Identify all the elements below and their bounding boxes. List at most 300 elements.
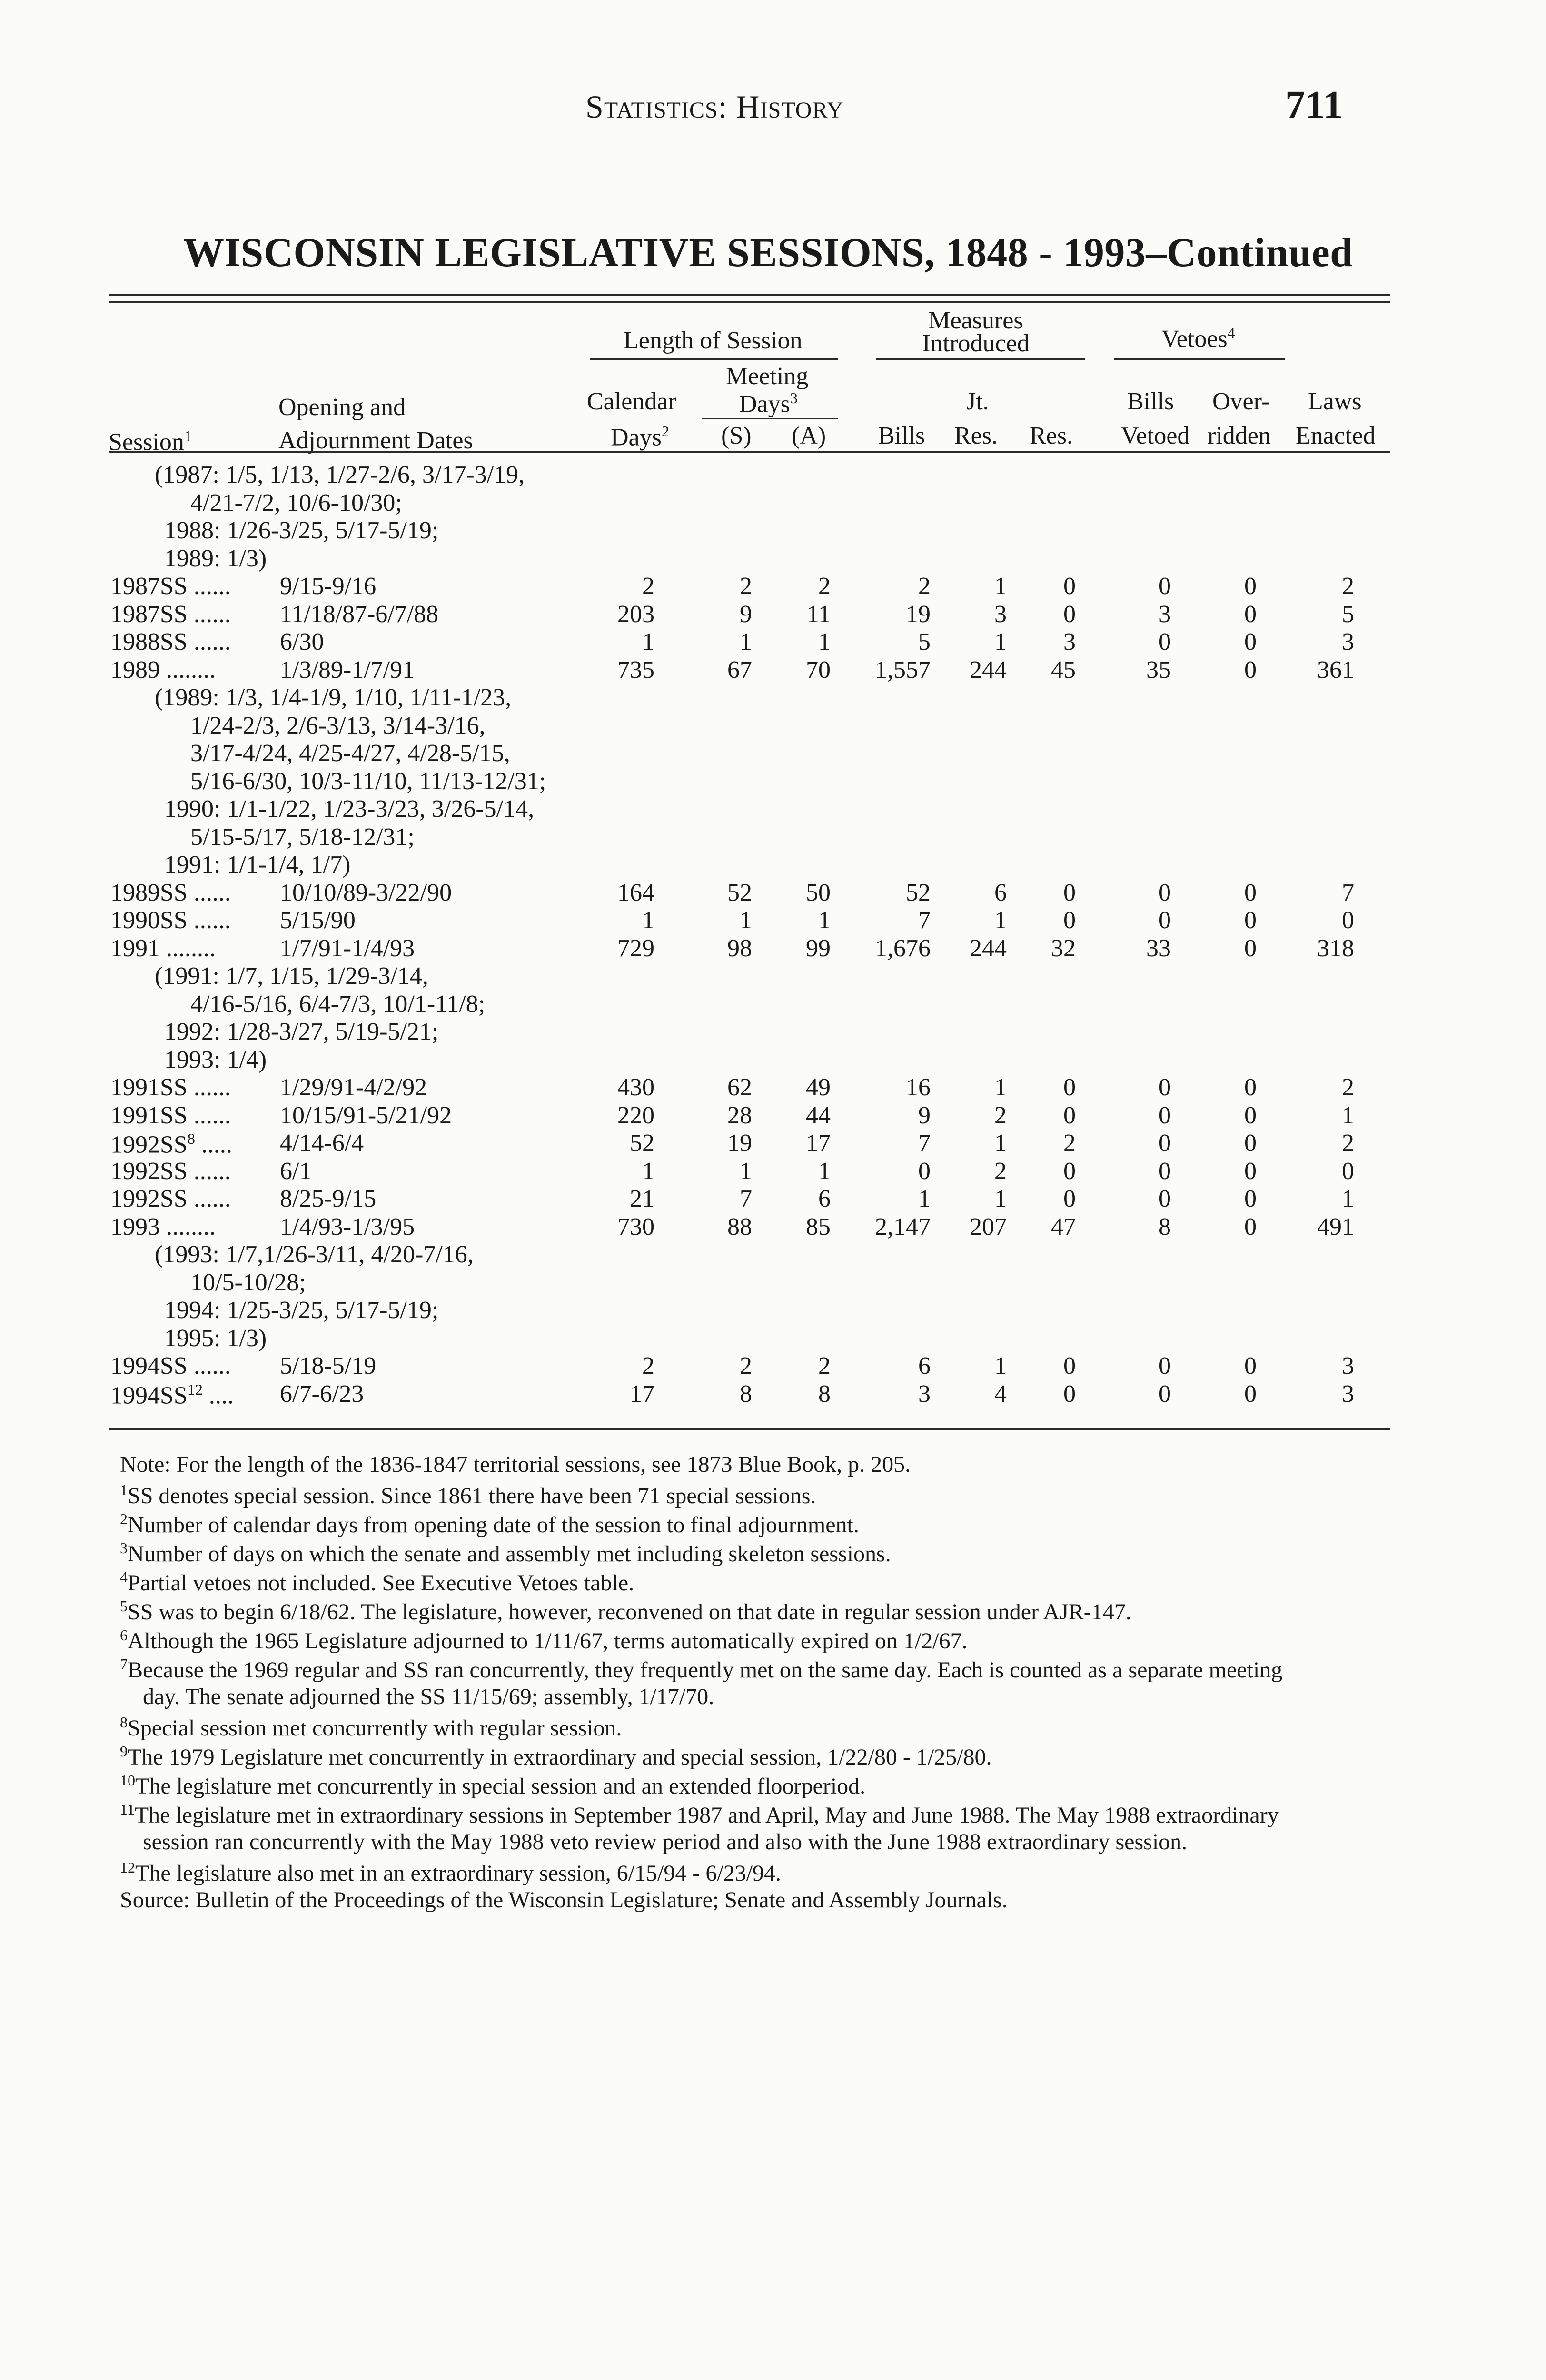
cell-jt: 1 xyxy=(994,573,1007,600)
cell-over: 0 xyxy=(1244,628,1257,655)
session-name: 1991 xyxy=(110,934,160,962)
cell-res: 0 xyxy=(1063,1380,1076,1408)
laws-label-1: Laws xyxy=(1308,388,1362,415)
session-name: 1991SS xyxy=(110,1101,188,1129)
cell-over: 0 xyxy=(1244,573,1257,600)
session-name: 1994SS xyxy=(110,1381,188,1409)
cell-over: 0 xyxy=(1244,1380,1257,1408)
cell-vetoed: 0 xyxy=(1159,1380,1171,1408)
session-name: 1987SS xyxy=(110,600,188,628)
cell-laws: 0 xyxy=(1342,907,1354,934)
cell-a: 49 xyxy=(806,1074,831,1101)
group-measures-rule xyxy=(876,358,1085,360)
footnote xyxy=(120,1511,859,1537)
footnote-number: 7 xyxy=(120,1656,128,1673)
session-dates: 4/14-6/4 xyxy=(280,1130,364,1157)
cell-laws: 0 xyxy=(1342,1157,1354,1185)
cell-cal: 2 xyxy=(642,573,654,600)
session-dates-note: 10/5-10/28; xyxy=(190,1269,306,1296)
footnote-text: SS was to begin 6/18/62. The legislature, however, reconvened on that date in regular session under AJR-147. xyxy=(128,1599,1131,1625)
session-dates: 6/1 xyxy=(280,1157,312,1185)
cell-a: 17 xyxy=(806,1130,831,1157)
group-vetoes-rule xyxy=(1114,358,1285,360)
session-dates-note: 5/16-6/30, 10/3-11/10, 11/13-12/31; xyxy=(190,767,546,795)
cell-jt: 1 xyxy=(994,907,1007,934)
cell-bills: 19 xyxy=(906,600,931,628)
cell-s: 98 xyxy=(727,934,752,962)
dot-leader: ...... xyxy=(187,1185,231,1212)
cell-laws: 491 xyxy=(1317,1213,1354,1240)
session-dates-note: 5/15-5/17, 5/18-12/31; xyxy=(190,823,415,851)
cell-laws: 7 xyxy=(1342,879,1354,906)
session-name: 1993 xyxy=(110,1213,160,1240)
cell-a: 6 xyxy=(818,1185,831,1212)
footnote xyxy=(120,1715,622,1740)
calendar-days-text: Days xyxy=(611,424,662,451)
cell-over: 0 xyxy=(1244,1213,1257,1240)
session-cell xyxy=(110,1354,231,1378)
cell-bills: 9 xyxy=(918,1101,931,1129)
footnote-number: 9 xyxy=(120,1743,128,1760)
cell-bills: 7 xyxy=(918,1130,931,1157)
footnote-number: 3 xyxy=(120,1539,128,1557)
dot-leader: ...... xyxy=(187,1157,231,1185)
cell-bills: 7 xyxy=(918,907,931,934)
cell-res: 0 xyxy=(1063,573,1076,600)
cell-bills: 1 xyxy=(918,1185,931,1212)
dot-leader: .... xyxy=(202,1381,234,1409)
cell-res: 32 xyxy=(1051,934,1076,962)
cell-cal: 21 xyxy=(630,1185,654,1212)
cell-cal: 203 xyxy=(617,600,654,628)
session-dates-note: (1987: 1/5, 1/13, 1/27-2/6, 3/17-3/19, xyxy=(155,461,525,488)
session-cell xyxy=(110,881,231,905)
session-name: 1992SS xyxy=(110,1185,188,1212)
measures-text: Measures Introduced xyxy=(922,307,1030,357)
footnote xyxy=(120,1744,992,1769)
group-length-of-session: Length of Session xyxy=(624,327,803,354)
group-vetoes xyxy=(1161,325,1235,351)
cell-laws: 1 xyxy=(1342,1101,1354,1129)
cell-cal: 220 xyxy=(617,1101,654,1129)
session-cell xyxy=(110,1382,234,1408)
dot-leader: ...... xyxy=(187,1074,231,1101)
cell-over: 0 xyxy=(1244,600,1257,628)
cell-cal: 729 xyxy=(617,934,654,962)
footnote-text: Although the 1965 Legislature adjourned to 1/11/67, terms automatically expired on 1/2/67. xyxy=(128,1628,968,1654)
cell-jt: 1 xyxy=(994,1074,1007,1101)
cell-cal: 735 xyxy=(617,656,654,684)
session-cell xyxy=(110,1215,216,1240)
cell-res: 0 xyxy=(1063,1101,1076,1129)
cell-jt: 1 xyxy=(994,1130,1007,1157)
cell-bills: 5 xyxy=(918,628,931,655)
footnote-text: Number of days on which the senate and assembly met including skeleton sessions. xyxy=(128,1541,891,1567)
dot-leader: ........ xyxy=(160,934,216,962)
session-dates: 6/30 xyxy=(280,628,324,655)
session-dates: 5/15/90 xyxy=(280,907,356,934)
session-text: Session xyxy=(109,428,184,456)
session-dates: 5/18-5/19 xyxy=(280,1352,377,1379)
session-dates: 9/15-9/16 xyxy=(280,573,377,600)
cell-s: 8 xyxy=(740,1380,752,1408)
top-rule-1 xyxy=(109,294,1390,296)
calendar-label: Calendar xyxy=(587,388,676,415)
cell-s: 2 xyxy=(740,1352,752,1379)
cell-jt: 2 xyxy=(994,1101,1007,1129)
cell-jt: 244 xyxy=(970,934,1007,962)
cell-laws: 3 xyxy=(1342,628,1354,655)
footnote-text: Because the 1969 regular and SS ran concurrently, they frequently met on the same day. Each is counted as a separate meeting xyxy=(128,1657,1283,1683)
footnote xyxy=(120,1656,1282,1682)
session-cell xyxy=(110,1187,231,1211)
cell-a: 70 xyxy=(806,656,831,684)
session-cell xyxy=(110,1131,232,1157)
cell-vetoed: 3 xyxy=(1159,600,1171,628)
cell-cal: 1 xyxy=(642,628,654,655)
cell-a: 11 xyxy=(806,600,831,628)
session-dates-note: 4/21-7/2, 10/6-10/30; xyxy=(190,489,402,516)
session-dates-note: 1988: 1/26-3/25, 5/17-5/19; xyxy=(164,517,439,544)
session-dates: 10/10/89-3/22/90 xyxy=(280,879,452,906)
footnote-text: Partial vetoes not included. See Executive Vetoes table. xyxy=(128,1570,634,1596)
cell-laws: 1 xyxy=(1342,1185,1354,1212)
cell-a: 99 xyxy=(806,934,831,962)
session-dates: 6/7-6/23 xyxy=(280,1380,364,1408)
jt-res-label: Res. xyxy=(954,422,998,449)
cell-jt: 1 xyxy=(994,628,1007,655)
footnote-number: 1 xyxy=(120,1481,128,1498)
session-cell xyxy=(110,574,231,599)
session-cell xyxy=(110,630,231,654)
session-footnote-ref: 1 xyxy=(184,427,192,445)
session-name: 1987SS xyxy=(110,573,188,600)
cell-vetoed: 33 xyxy=(1146,934,1171,962)
session-name: 1991SS xyxy=(110,1074,188,1101)
session-footnote-ref: 8 xyxy=(187,1130,195,1147)
cell-bills: 6 xyxy=(918,1352,931,1379)
session-name: 1988SS xyxy=(110,628,188,655)
footnote-text: The legislature met in extraordinary sessions in September 1987 and April, May and June 1988. The May 1988 extraordinary xyxy=(134,1803,1279,1828)
opening-label: Opening and xyxy=(278,394,406,421)
bills-vetoed-label-2: Vetoed xyxy=(1121,422,1190,449)
footnote-number: 6 xyxy=(120,1626,128,1644)
cell-over: 0 xyxy=(1244,1101,1257,1129)
res-label: Res. xyxy=(1030,422,1073,449)
cell-vetoed: 0 xyxy=(1159,1101,1171,1129)
cell-laws: 3 xyxy=(1342,1380,1354,1408)
cell-res: 0 xyxy=(1063,1074,1076,1101)
cell-a: 1 xyxy=(818,907,831,934)
cell-a: 2 xyxy=(818,573,831,600)
cell-bills: 2 xyxy=(918,573,931,600)
meeting-label: Meeting xyxy=(726,363,809,390)
session-dates: 1/7/91-1/4/93 xyxy=(280,934,415,962)
cell-over: 0 xyxy=(1244,1074,1257,1101)
group-length-rule xyxy=(590,358,838,360)
footnote xyxy=(120,1482,816,1507)
cell-s: 19 xyxy=(727,1130,752,1157)
cell-bills: 1,557 xyxy=(875,656,931,684)
cell-jt: 244 xyxy=(970,656,1007,684)
cell-a: 8 xyxy=(818,1380,831,1408)
dot-leader: ...... xyxy=(187,600,231,628)
dot-leader: ...... xyxy=(187,879,231,906)
cell-over: 0 xyxy=(1244,1352,1257,1379)
cell-laws: 2 xyxy=(1342,1074,1354,1101)
cell-bills: 3 xyxy=(918,1380,931,1408)
footnote xyxy=(120,1453,911,1476)
cell-vetoed: 0 xyxy=(1159,1130,1171,1157)
laws-label-2: Enacted xyxy=(1296,422,1376,449)
cell-over: 0 xyxy=(1244,934,1257,962)
session-cell xyxy=(110,1103,231,1128)
top-rule-2 xyxy=(109,301,1390,303)
cell-res: 2 xyxy=(1063,1130,1076,1157)
cell-cal: 730 xyxy=(617,1213,654,1240)
cell-vetoed: 0 xyxy=(1159,1157,1171,1185)
session-dates: 1/29/91-4/2/92 xyxy=(280,1074,427,1101)
dot-leader: ...... xyxy=(187,1352,231,1379)
senate-label: (S) xyxy=(721,422,752,449)
session-footnote-ref: 12 xyxy=(187,1380,203,1398)
session-dates-note: 4/16-5/16, 6/4-7/3, 10/1-11/8; xyxy=(190,990,486,1018)
session-dates: 1/4/93-1/3/95 xyxy=(280,1213,415,1240)
vetoes-footnote-ref: 4 xyxy=(1227,324,1235,341)
cell-res: 0 xyxy=(1063,1185,1076,1212)
cell-cal: 1 xyxy=(642,1157,654,1185)
calendar-footnote-ref: 2 xyxy=(661,423,669,440)
meeting-days-text: Days xyxy=(739,390,790,418)
cell-cal: 430 xyxy=(617,1074,654,1101)
cell-s: 1 xyxy=(740,1157,752,1185)
cell-s: 9 xyxy=(740,600,752,628)
cell-a: 50 xyxy=(806,879,831,906)
session-cell xyxy=(110,602,231,627)
assembly-label: (A) xyxy=(792,422,826,449)
cell-over: 0 xyxy=(1244,1185,1257,1212)
cell-res: 0 xyxy=(1063,1352,1076,1379)
footnote-number: 10 xyxy=(120,1772,135,1789)
cell-vetoed: 0 xyxy=(1159,628,1171,655)
footnote-text: Note: For the length of the 1836-1847 territorial sessions, see 1873 Blue Book, p. 205. xyxy=(120,1452,911,1477)
calendar-days-label xyxy=(611,424,669,450)
session-dates-note: 1990: 1/1-1/22, 1/23-3/23, 3/26-5/14, xyxy=(164,795,535,823)
footnote xyxy=(143,1831,1187,1854)
cell-res: 45 xyxy=(1051,656,1076,684)
cell-cal: 2 xyxy=(642,1352,654,1379)
cell-jt: 207 xyxy=(970,1213,1007,1240)
footnote xyxy=(120,1860,781,1885)
page-title: WISCONSIN LEGISLATIVE SESSIONS, 1848 - 1993–Continued xyxy=(183,229,1353,275)
cell-a: 2 xyxy=(818,1352,831,1379)
session-name: 1990SS xyxy=(110,907,188,934)
cell-res: 0 xyxy=(1063,879,1076,906)
cell-s: 62 xyxy=(727,1074,752,1101)
footnote xyxy=(120,1569,634,1595)
dot-leader: ...... xyxy=(187,1101,231,1129)
adjournment-label: Adjournment Dates xyxy=(278,427,473,454)
footnote-text: The legislature also met in an extraordinary session, 6/15/94 - 6/23/94. xyxy=(135,1861,782,1886)
session-dates-note: (1989: 1/3, 1/4-1/9, 1/10, 1/11-1/23, xyxy=(155,684,512,711)
dot-leader: ..... xyxy=(195,1131,232,1159)
footnote-text: Source: Bulletin of the Proceedings of the Wisconsin Legislature; Senate and Assembly Journals. xyxy=(120,1887,1008,1913)
session-dates: 8/25-9/15 xyxy=(280,1185,377,1212)
session-dates-note: 1995: 1/3) xyxy=(164,1324,267,1352)
footnote xyxy=(120,1627,968,1653)
header-bottom-rule xyxy=(109,451,1390,453)
footnote-number: 12 xyxy=(120,1859,135,1876)
session-dates-note: 1993: 1/4) xyxy=(164,1046,267,1073)
cell-s: 28 xyxy=(727,1101,752,1129)
footnote xyxy=(120,1598,1131,1624)
cell-res: 0 xyxy=(1063,600,1076,628)
meeting-rule xyxy=(702,418,838,419)
running-header xyxy=(585,88,843,126)
session-cell xyxy=(110,908,231,933)
cell-cal: 17 xyxy=(630,1380,654,1408)
dot-leader: ........ xyxy=(160,656,216,684)
cell-res: 0 xyxy=(1063,907,1076,934)
footnote-text: session ran concurrently with the May 1988 veto review period and also with the June 1988 extraordinary session. xyxy=(143,1829,1188,1854)
footnote-number: 11 xyxy=(120,1801,135,1818)
footnote-text: The 1979 Legislature met concurrently in extraordinary and special session, 1/22/80 - 1/25/80. xyxy=(128,1745,992,1770)
group-measures-introduced xyxy=(885,309,1066,355)
session-dates-note: 1994: 1/25-3/25, 5/17-5/19; xyxy=(164,1297,439,1324)
cell-cal: 164 xyxy=(617,879,654,906)
session-name: 1989SS xyxy=(110,879,188,906)
session-dates-note: 1989: 1/3) xyxy=(164,545,267,572)
session-dates-note: (1991: 1/7, 1/15, 1/29-3/14, xyxy=(155,962,428,990)
footnote-text: Special session met concurrently with regular session. xyxy=(128,1716,622,1741)
cell-s: 2 xyxy=(740,573,752,600)
cell-jt: 3 xyxy=(994,600,1007,628)
overridden-label-2: ridden xyxy=(1208,422,1271,449)
cell-vetoed: 35 xyxy=(1146,656,1171,684)
session-cell xyxy=(110,936,216,961)
cell-cal: 52 xyxy=(630,1130,654,1157)
cell-vetoed: 0 xyxy=(1159,1352,1171,1379)
footnote-text: The legislature met concurrently in special session and an extended floorperiod. xyxy=(135,1774,866,1799)
cell-laws: 318 xyxy=(1317,934,1354,962)
jt-label: Jt. xyxy=(966,388,989,415)
cell-s: 1 xyxy=(740,907,752,934)
cell-vetoed: 0 xyxy=(1159,573,1171,600)
cell-jt: 4 xyxy=(994,1380,1007,1408)
cell-res: 0 xyxy=(1063,1157,1076,1185)
session-dates-note: 3/17-4/24, 4/25-4/27, 4/28-5/15, xyxy=(190,740,510,767)
footnote xyxy=(120,1540,891,1566)
cell-jt: 6 xyxy=(994,879,1007,906)
footnote xyxy=(143,1686,714,1708)
cell-over: 0 xyxy=(1244,1130,1257,1157)
session-name: 1994SS xyxy=(110,1352,188,1379)
cell-a: 1 xyxy=(818,628,831,655)
session-name: 1992SS xyxy=(110,1157,188,1185)
session-dates-note: 1991: 1/1-1/4, 1/7) xyxy=(164,851,351,878)
cell-laws: 361 xyxy=(1317,656,1354,684)
cell-a: 1 xyxy=(818,1157,831,1185)
cell-bills: 16 xyxy=(906,1074,931,1101)
session-dates: 1/3/89-1/7/91 xyxy=(280,656,415,684)
session-name: 1992SS xyxy=(110,1131,188,1159)
footnote xyxy=(120,1773,865,1798)
cell-a: 44 xyxy=(806,1101,831,1129)
cell-vetoed: 0 xyxy=(1159,879,1171,906)
cell-bills: 52 xyxy=(906,879,931,906)
cell-laws: 2 xyxy=(1342,573,1354,600)
meeting-footnote-ref: 3 xyxy=(790,389,798,407)
footnote-number: 5 xyxy=(120,1597,128,1615)
session-name: 1989 xyxy=(110,656,160,684)
cell-over: 0 xyxy=(1244,656,1257,684)
dot-leader: ...... xyxy=(187,573,231,600)
session-cell xyxy=(110,658,216,683)
cell-vetoed: 0 xyxy=(1159,907,1171,934)
session-dates-note: 1/24-2/3, 2/6-3/13, 3/14-3/16, xyxy=(190,712,486,739)
meeting-days-label xyxy=(739,390,798,416)
dot-leader: ...... xyxy=(187,907,231,934)
cell-over: 0 xyxy=(1244,879,1257,906)
dot-leader: ........ xyxy=(160,1213,216,1240)
cell-res: 47 xyxy=(1051,1213,1076,1240)
overridden-label-1: Over- xyxy=(1212,388,1270,415)
session-dates-note: 1992: 1/28-3/27, 5/19-5/21; xyxy=(164,1018,439,1045)
page-number: 711 xyxy=(1285,83,1343,127)
bills-label: Bills xyxy=(878,422,925,449)
cell-vetoed: 8 xyxy=(1159,1213,1171,1240)
cell-laws: 2 xyxy=(1342,1130,1354,1157)
cell-jt: 1 xyxy=(994,1185,1007,1212)
cell-s: 67 xyxy=(727,656,752,684)
footnote-text: Number of calendar days from opening date of the session to final adjournment. xyxy=(128,1512,859,1537)
cell-jt: 1 xyxy=(994,1352,1007,1379)
footnote-text: SS denotes special session. Since 1861 there have been 71 special sessions. xyxy=(128,1483,816,1508)
cell-laws: 3 xyxy=(1342,1352,1354,1379)
running-header-text: Statistics: History xyxy=(585,89,844,125)
footnote xyxy=(120,1802,1279,1827)
session-dates-note: (1993: 1/7,1/26-3/11, 4/20-7/16, xyxy=(155,1241,474,1268)
cell-s: 52 xyxy=(727,879,752,906)
session-cell xyxy=(110,1075,231,1100)
footnote-number: 4 xyxy=(120,1568,128,1586)
bills-vetoed-label-1: Bills xyxy=(1127,388,1174,415)
vetoes-label: Vetoes xyxy=(1161,325,1228,353)
footnote-number: 2 xyxy=(120,1510,128,1527)
cell-over: 0 xyxy=(1244,907,1257,934)
cell-bills: 2,147 xyxy=(875,1213,931,1240)
footnote-number: 8 xyxy=(120,1714,128,1731)
cell-laws: 5 xyxy=(1342,600,1354,628)
cell-cal: 1 xyxy=(642,907,654,934)
cell-over: 0 xyxy=(1244,1157,1257,1185)
cell-a: 85 xyxy=(806,1213,831,1240)
cell-bills: 0 xyxy=(918,1157,931,1185)
cell-vetoed: 0 xyxy=(1159,1074,1171,1101)
cell-s: 7 xyxy=(740,1185,752,1212)
footnote-text: day. The senate adjourned the SS 11/15/69; assembly, 1/17/70. xyxy=(143,1684,714,1709)
dot-leader: ...... xyxy=(187,628,231,655)
cell-s: 1 xyxy=(740,628,752,655)
session-cell xyxy=(110,1159,231,1184)
cell-s: 88 xyxy=(727,1213,752,1240)
cell-bills: 1,676 xyxy=(875,934,931,962)
session-dates: 11/18/87-6/7/88 xyxy=(280,600,439,628)
cell-vetoed: 0 xyxy=(1159,1185,1171,1212)
cell-res: 3 xyxy=(1063,628,1076,655)
footnote xyxy=(120,1889,1008,1912)
table-bottom-rule xyxy=(109,1428,1390,1430)
